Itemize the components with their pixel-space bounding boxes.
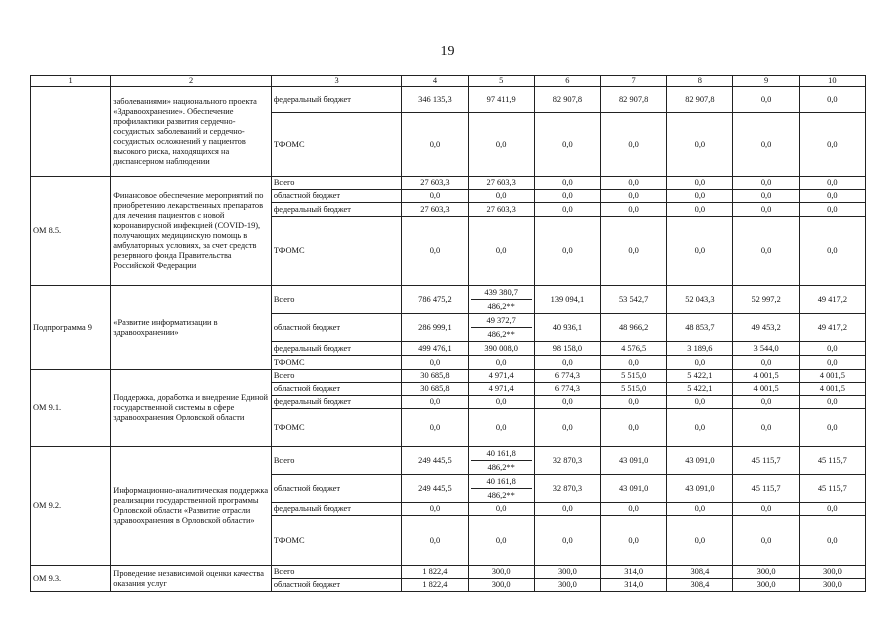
value-cell: 43 091,0: [601, 447, 667, 475]
column-number: 10: [799, 76, 865, 87]
column-number: 1: [31, 76, 111, 87]
value-cell: 0,0: [534, 177, 600, 190]
budget-table: [30, 75, 866, 592]
value-cell: 0,0: [667, 356, 733, 370]
value-cell: 5 422,1: [667, 370, 733, 383]
funding-source: ТФОМС: [271, 356, 401, 370]
value-cell: 4 001,5: [733, 383, 799, 396]
funding-source: ТФОМС: [271, 409, 401, 447]
value-cell-split: [468, 314, 534, 342]
value-cell: 0,0: [667, 203, 733, 217]
value-cell: 27 603,3: [468, 203, 534, 217]
value-cell: 45 115,7: [799, 475, 865, 503]
value-cell: 0,0: [534, 503, 600, 516]
table-row: [31, 87, 866, 113]
value-cell: 0,0: [534, 409, 600, 447]
value-cell: 48 853,7: [667, 314, 733, 342]
column-number: 8: [667, 76, 733, 87]
funding-source: Всего: [271, 447, 401, 475]
value-cell: 4 001,5: [799, 370, 865, 383]
value-cell: 0,0: [601, 409, 667, 447]
value-cell: 0,0: [534, 217, 600, 286]
value-note: 486,2**: [471, 488, 532, 502]
column-number-row: [31, 76, 866, 87]
value-cell: 5 515,0: [601, 383, 667, 396]
column-number: 7: [601, 76, 667, 87]
value-cell: 0,0: [733, 409, 799, 447]
funding-source: Всего: [271, 370, 401, 383]
value-cell: 300,0: [468, 579, 534, 592]
value-cell: 0,0: [534, 516, 600, 566]
value-cell-split: [468, 447, 534, 475]
value-cell: 314,0: [601, 566, 667, 579]
value-cell: 300,0: [733, 579, 799, 592]
column-number: 9: [733, 76, 799, 87]
column-number: 2: [111, 76, 272, 87]
value-cell: 45 115,7: [733, 475, 799, 503]
value-cell: 5 515,0: [601, 370, 667, 383]
value-cell: 439 380,7: [484, 288, 518, 297]
value-cell: 0,0: [601, 203, 667, 217]
value-cell: 6 774,3: [534, 383, 600, 396]
measure-code: ОМ 9.3.: [31, 566, 111, 592]
value-cell: 0,0: [468, 503, 534, 516]
measure-code: ОМ 8.5.: [31, 177, 111, 286]
value-cell: 0,0: [733, 503, 799, 516]
measure-code: ОМ 9.2.: [31, 447, 111, 566]
value-cell: 0,0: [601, 190, 667, 203]
value-cell: 82 907,8: [601, 87, 667, 113]
value-cell: 0,0: [534, 396, 600, 409]
value-cell: 390 008,0: [468, 342, 534, 356]
table-row: [31, 286, 866, 314]
value-cell: 0,0: [733, 113, 799, 177]
value-cell: 0,0: [601, 516, 667, 566]
value-cell: 0,0: [733, 87, 799, 113]
value-cell: 30 685,8: [402, 383, 468, 396]
value-cell: 0,0: [468, 409, 534, 447]
value-cell: 0,0: [799, 356, 865, 370]
funding-source: ТФОМС: [271, 217, 401, 286]
value-cell-split: [468, 475, 534, 503]
column-number: 3: [271, 76, 401, 87]
value-cell: 0,0: [402, 396, 468, 409]
value-cell: 0,0: [733, 177, 799, 190]
value-cell: 49 417,2: [799, 314, 865, 342]
value-cell: 300,0: [468, 566, 534, 579]
value-cell: 0,0: [601, 113, 667, 177]
measure-code: ОМ 9.1.: [31, 370, 111, 447]
value-cell: 314,0: [601, 579, 667, 592]
value-cell: 0,0: [402, 113, 468, 177]
value-cell: 0,0: [799, 342, 865, 356]
funding-source: областной бюджет: [271, 383, 401, 396]
table-row: [31, 566, 866, 579]
page-number: 19: [440, 44, 455, 59]
value-cell: 3 189,6: [667, 342, 733, 356]
value-cell: 0,0: [667, 190, 733, 203]
value-cell: 0,0: [402, 356, 468, 370]
value-cell: 139 094,1: [534, 286, 600, 314]
value-cell: 52 997,2: [733, 286, 799, 314]
value-cell: 49 417,2: [799, 286, 865, 314]
value-cell: 52 043,3: [667, 286, 733, 314]
value-cell: 0,0: [799, 217, 865, 286]
value-cell: 0,0: [799, 177, 865, 190]
value-cell: 0,0: [799, 87, 865, 113]
value-cell: 0,0: [601, 503, 667, 516]
value-cell: 0,0: [667, 177, 733, 190]
value-cell: 82 907,8: [534, 87, 600, 113]
funding-source: областной бюджет: [271, 314, 401, 342]
funding-source: федеральный бюджет: [271, 203, 401, 217]
value-cell: 32 870,3: [534, 475, 600, 503]
funding-source: областной бюджет: [271, 190, 401, 203]
value-note: 486,2**: [471, 460, 532, 474]
funding-source: ТФОМС: [271, 516, 401, 566]
value-cell: 0,0: [667, 113, 733, 177]
value-cell-split: [468, 286, 534, 314]
value-cell: 0,0: [667, 503, 733, 516]
funding-source: федеральный бюджет: [271, 342, 401, 356]
value-cell: 98 158,0: [534, 342, 600, 356]
table-row: [31, 447, 866, 475]
value-cell: 0,0: [733, 190, 799, 203]
value-cell: 48 966,2: [601, 314, 667, 342]
value-cell: 1 822,4: [402, 579, 468, 592]
value-cell: 308,4: [667, 566, 733, 579]
funding-source: Всего: [271, 177, 401, 190]
value-cell: 43 091,0: [601, 475, 667, 503]
measure-code: Подпрограмма 9: [31, 286, 111, 370]
table-row: [31, 177, 866, 190]
value-cell: 43 091,0: [667, 447, 733, 475]
value-cell: 43 091,0: [667, 475, 733, 503]
value-cell: 45 115,7: [799, 447, 865, 475]
value-cell: 0,0: [402, 217, 468, 286]
value-cell: 0,0: [799, 409, 865, 447]
value-cell: 0,0: [799, 203, 865, 217]
value-cell: 0,0: [468, 516, 534, 566]
value-cell: 0,0: [799, 516, 865, 566]
value-cell: 40 161,8: [486, 449, 516, 458]
value-cell: 499 476,1: [402, 342, 468, 356]
funding-source: Всего: [271, 566, 401, 579]
measure-name: Финансовое обеспечение мероприятий по приобретению лекарственных препаратов для лечения пациентов с новой коронавирусной инфекцией (COVID-19), получающих медицинскую помощь в амбулаторных условиях, за счет средств резервного фонда Правительства Российской Федерации: [111, 177, 272, 286]
column-number: 6: [534, 76, 600, 87]
value-cell: 0,0: [733, 356, 799, 370]
table-row: [31, 370, 866, 383]
value-cell: 0,0: [402, 503, 468, 516]
value-cell: 249 445,5: [402, 475, 468, 503]
funding-source: областной бюджет: [271, 579, 401, 592]
funding-source: Всего: [271, 286, 401, 314]
value-cell: 0,0: [468, 113, 534, 177]
value-cell: 0,0: [799, 396, 865, 409]
value-cell: 27 603,3: [402, 203, 468, 217]
value-cell: 4 576,5: [601, 342, 667, 356]
value-cell: 0,0: [667, 396, 733, 409]
value-cell: 4 971,4: [468, 383, 534, 396]
value-cell: 0,0: [733, 516, 799, 566]
funding-source: областной бюджет: [271, 475, 401, 503]
value-cell: 0,0: [534, 356, 600, 370]
value-cell: 0,0: [667, 217, 733, 286]
funding-source: ТФОМС: [271, 113, 401, 177]
value-cell: 249 445,5: [402, 447, 468, 475]
value-cell: 300,0: [534, 566, 600, 579]
value-cell: 300,0: [799, 579, 865, 592]
measure-name: «Развитие информатизации в здравоохранении»: [111, 286, 272, 370]
funding-source: федеральный бюджет: [271, 396, 401, 409]
value-cell: 4 001,5: [733, 370, 799, 383]
measure-name: заболеваниями» национального проекта «Здравоохранение». Обеспечение профилактики развития сердечно-сосудистых заболеваний и сердечно-сосудистых осложнений у пациентов высокого риска, находящихся на диспансерном наблюдении: [111, 87, 272, 177]
value-cell: 300,0: [534, 579, 600, 592]
value-cell: 0,0: [733, 203, 799, 217]
measure-name: Поддержка, доработка и внедрение Единой государственной системы в сфере здравоохранения Орловской области: [111, 370, 272, 447]
value-cell: 0,0: [468, 190, 534, 203]
funding-source: федеральный бюджет: [271, 503, 401, 516]
value-cell: 0,0: [799, 113, 865, 177]
value-cell: 286 999,1: [402, 314, 468, 342]
value-cell: 0,0: [534, 113, 600, 177]
value-note: 486,2**: [471, 327, 532, 341]
measure-code: [31, 87, 111, 177]
value-cell: 0,0: [799, 190, 865, 203]
value-cell: 0,0: [601, 177, 667, 190]
value-cell: 0,0: [534, 203, 600, 217]
value-cell: 308,4: [667, 579, 733, 592]
value-cell: 0,0: [667, 409, 733, 447]
value-cell: 0,0: [468, 217, 534, 286]
value-cell: 6 774,3: [534, 370, 600, 383]
value-cell: 97 411,9: [468, 87, 534, 113]
value-cell: 4 971,4: [468, 370, 534, 383]
value-cell: 0,0: [402, 516, 468, 566]
column-number: 5: [468, 76, 534, 87]
value-cell: 0,0: [733, 396, 799, 409]
value-note: 486,2**: [471, 299, 532, 313]
value-cell: 27 603,3: [402, 177, 468, 190]
value-cell: 4 001,5: [799, 383, 865, 396]
value-cell: 300,0: [733, 566, 799, 579]
value-cell: 3 544,0: [733, 342, 799, 356]
funding-source: федеральный бюджет: [271, 87, 401, 113]
measure-name: Проведение независимой оценки качества оказания услуг: [111, 566, 272, 592]
value-cell: 0,0: [601, 396, 667, 409]
value-cell: 0,0: [402, 409, 468, 447]
value-cell: 49 372,7: [486, 316, 516, 325]
value-cell: 5 422,1: [667, 383, 733, 396]
value-cell: 1 822,4: [402, 566, 468, 579]
value-cell: 82 907,8: [667, 87, 733, 113]
value-cell: 40 161,8: [486, 477, 516, 486]
value-cell: 346 135,3: [402, 87, 468, 113]
value-cell: 0,0: [799, 503, 865, 516]
value-cell: 27 603,3: [468, 177, 534, 190]
value-cell: 40 936,1: [534, 314, 600, 342]
value-cell: 30 685,8: [402, 370, 468, 383]
value-cell: 45 115,7: [733, 447, 799, 475]
value-cell: 0,0: [667, 516, 733, 566]
value-cell: 0,0: [601, 356, 667, 370]
value-cell: 32 870,3: [534, 447, 600, 475]
value-cell: 0,0: [733, 217, 799, 286]
value-cell: 53 542,7: [601, 286, 667, 314]
value-cell: 0,0: [534, 190, 600, 203]
value-cell: 300,0: [799, 566, 865, 579]
measure-name: Информационно-аналитическая поддержка реализации государственной программы Орловской области «Развитие отрасли здравоохранения в Орловской области»: [111, 447, 272, 566]
value-cell: 786 475,2: [402, 286, 468, 314]
value-cell: 49 453,2: [733, 314, 799, 342]
value-cell: 0,0: [402, 190, 468, 203]
value-cell: 0,0: [601, 217, 667, 286]
column-number: 4: [402, 76, 468, 87]
value-cell: 0,0: [468, 396, 534, 409]
value-cell: 0,0: [468, 356, 534, 370]
